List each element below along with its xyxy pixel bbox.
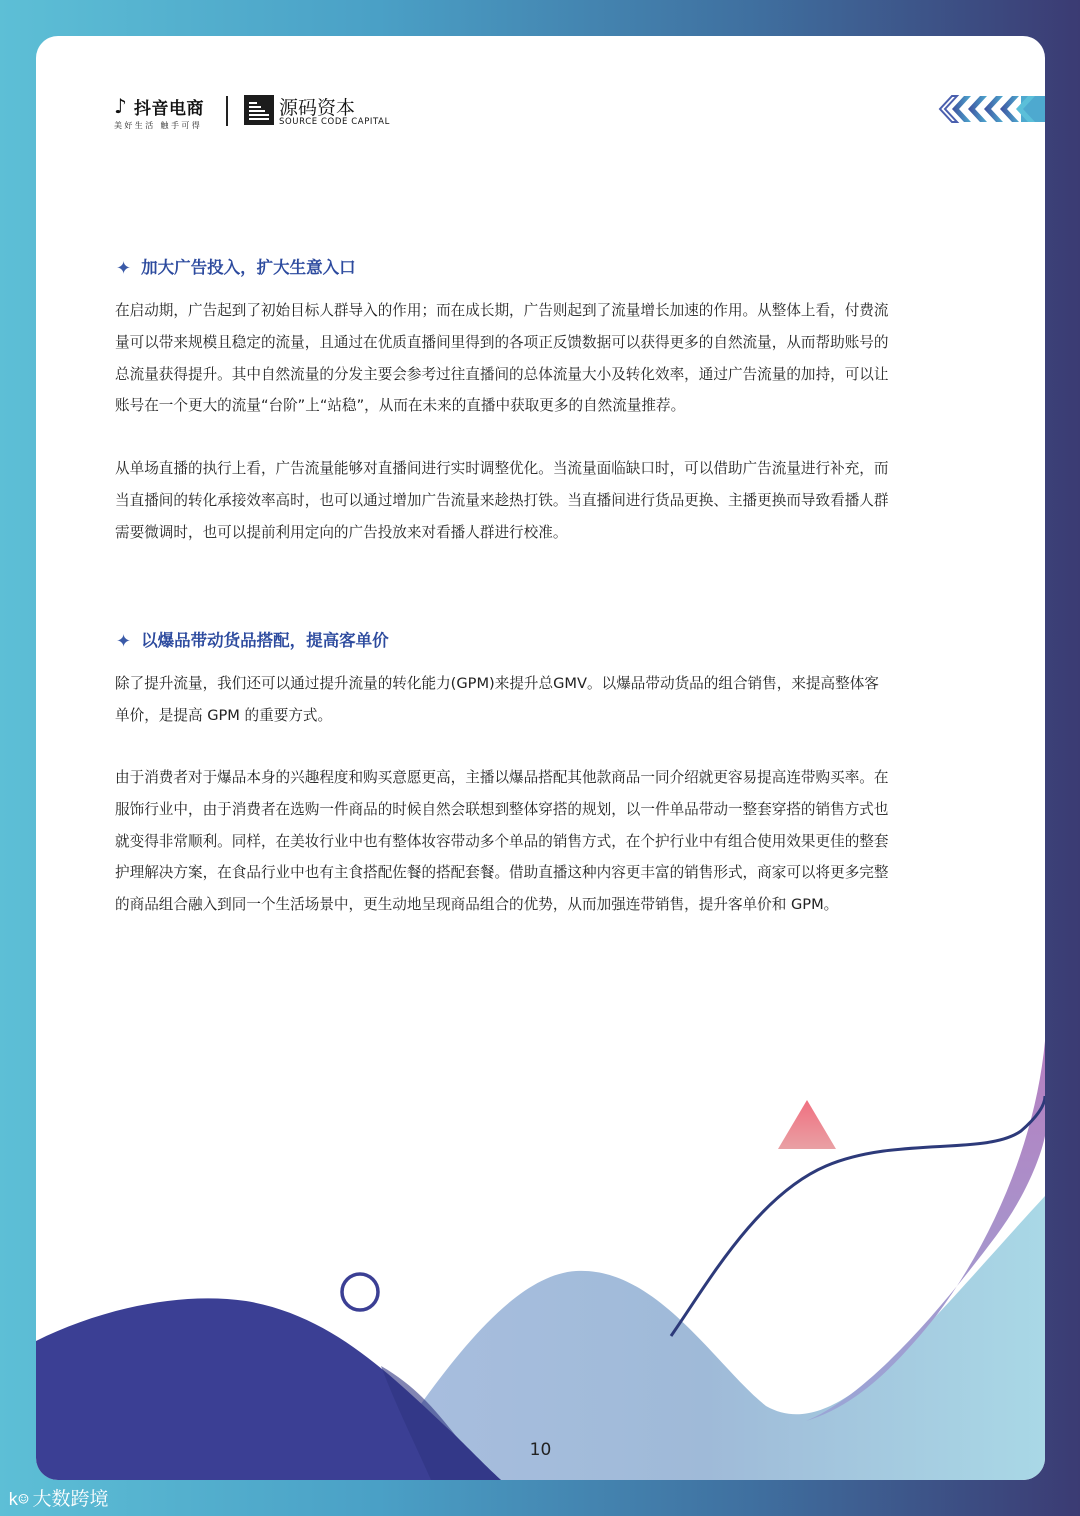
- tiktok-note-icon: ♪: [114, 94, 127, 118]
- text-line: 由于消费者对于爆品本身的兴趣程度和购买意愿更高，主播以爆品搭配其他款商品一同介绍就更容易提高连带购买率。在: [115, 769, 889, 786]
- report-page: [36, 36, 1045, 1480]
- sparkle-icon: ✦: [116, 631, 132, 652]
- watermark-logo-icon: k☺: [8, 1490, 29, 1510]
- section-heading-text: 加大广告投入，扩大生意入口: [141, 258, 356, 277]
- text-line: 单价，是提高 GPM 的重要方式。: [115, 706, 333, 724]
- watermark: [8, 1484, 109, 1511]
- text-line: 账号在一个更大的流量“台阶”上“站稳”，从而在未来的直播中获取更多的自然流量推荐。: [115, 397, 686, 415]
- source-logo-cn: 源码资本: [279, 97, 356, 119]
- sparkle-icon: ✦: [116, 258, 132, 279]
- douyin-slogan: 美好生活 触手可得: [114, 121, 203, 130]
- circle-outline: [342, 1274, 378, 1310]
- text-line: 量可以带来规模且稳定的流量，且通过在优质直播间里得到的各项正反馈数据可以获得更多的自然流量，从而帮助账号的: [115, 333, 889, 351]
- text-line: 服饰行业中，由于消费者在选购一件商品的时候自然会联想到整体穿搭的规划，以一件单品带动一整套穿搭的销售方式也: [115, 800, 889, 818]
- text-line: 除了提升流量，我们还可以通过提升流量的转化能力(GPM)来提升总GMV。以爆品带动货品的组合销售，来提高整体客: [115, 675, 879, 692]
- text-line: 就变得非常顺利。同样，在美妆行业中也有整体妆容带动多个单品的销售方式，在个护行业中有组合使用效果更佳的整套: [115, 832, 889, 850]
- triangle-shape: [778, 1100, 836, 1149]
- text-line: 总流量获得提升。其中自然流量的分发主要会参考过往直播间的总体流量大小及转化效率，通过广告流量的加持，可以让: [115, 365, 889, 383]
- text-line: 当直播间的转化承接效率高时，也可以通过增加广告流量来趁热打铁。当直播间进行货品更换、主播更换而导致看播人群: [115, 491, 889, 509]
- douyin-logo-text: 抖音电商: [134, 99, 204, 119]
- watermark-text: 大数跨境: [32, 1488, 109, 1510]
- section-heading-text: 以爆品带动货品搭配，提高客单价: [141, 631, 389, 650]
- light-wave: [366, 1196, 1045, 1480]
- decorative-waves: [36, 36, 1045, 1480]
- text-line: 在启动期，广告起到了初始目标人群导入的作用；而在成长期，广告则起到了流量增长加速的作用。从整体上看，付费流: [115, 302, 889, 319]
- text-line: 的商品组合融入到同一个生活场景中，更生动地呈现商品组合的优势，从而加强连带销售，提升客单价和 GPM。: [115, 896, 839, 914]
- source-logo-en: SOURCE CODE CAPITAL: [279, 117, 390, 127]
- text-line: 需要微调时，也可以提前利用定向的广告投放来对看播人群进行校准。: [115, 523, 568, 541]
- page-number: 10: [529, 1440, 552, 1460]
- text-line: 护理解决方案，在食品行业中也有主食搭配佐餐的搭配套餐。借助直播这种内容更丰富的销售形式，商家可以将更多完整: [115, 864, 889, 882]
- text-line: 从单场直播的执行上看，广告流量能够对直播间进行实时调整优化。当流量面临缺口时，可以借助广告流量进行补充，而: [115, 460, 889, 477]
